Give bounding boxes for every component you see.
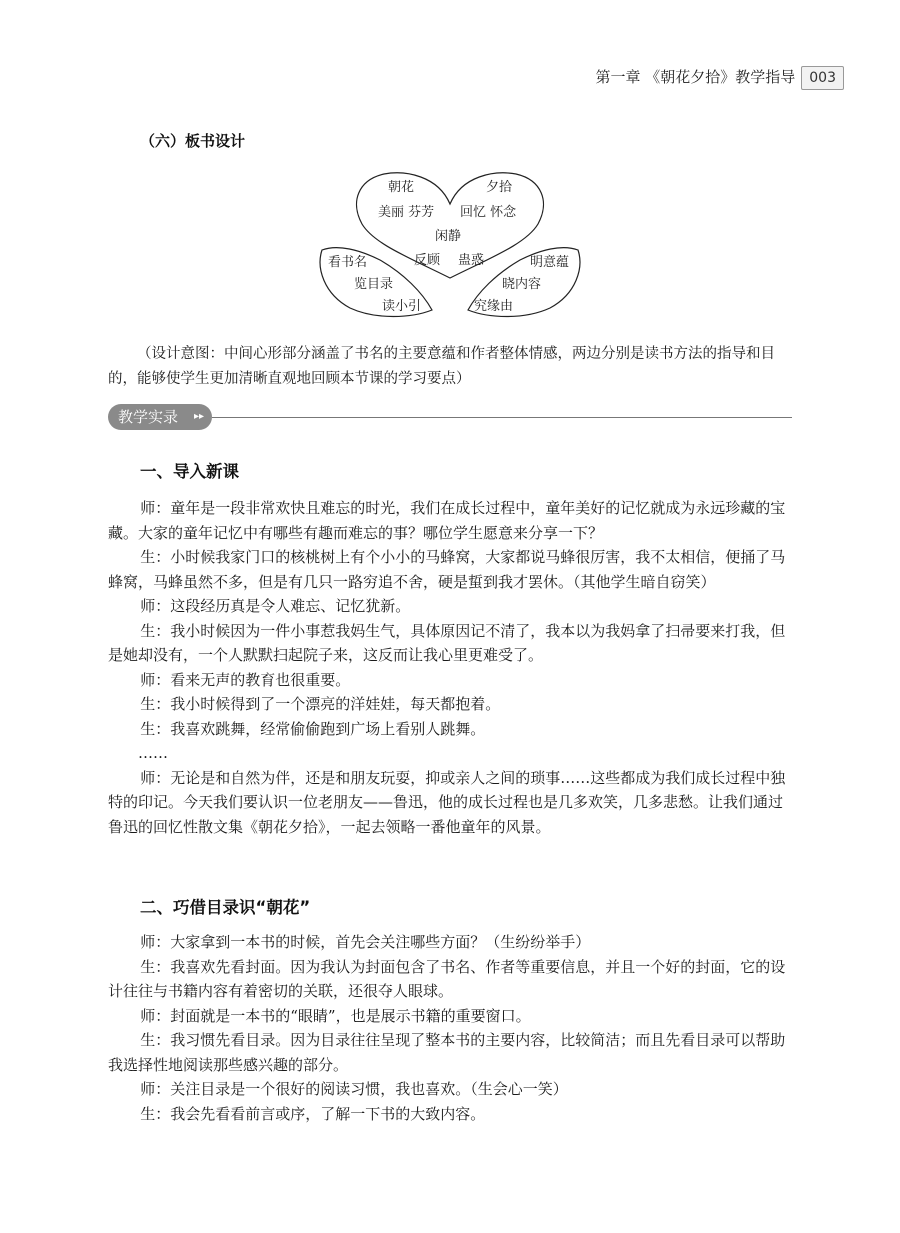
banner-divider <box>212 417 792 418</box>
paragraph: 生：我习惯先看目录。因为目录往往呈现了整本书的主要内容，比较简洁；而且先看目录可以帮助我选择性地阅读那些感兴趣的部分。 <box>108 1031 786 1074</box>
teaching-record-banner <box>108 404 792 432</box>
paragraph: 师：大家拿到一本书的时候，首先会关注哪些方面？（生纷纷举手） <box>140 933 591 951</box>
paragraph: 生：我喜欢跳舞，经常偷偷跑到广场上看别人跳舞。 <box>140 719 486 738</box>
section1-body <box>108 496 794 839</box>
heart-line2-left: 美丽 芬芳 <box>378 205 435 220</box>
board-design-diagram <box>310 168 590 320</box>
banner-label: 教学实录 <box>118 408 179 426</box>
right-leaf-item: 晓内容 <box>502 277 542 292</box>
ellipsis: …… <box>138 744 168 762</box>
paragraph: 生：我小时候因为一件小事惹我妈生气，具体原因记不清了，我本以为我妈拿了扫帚要来打我，但是她却没有，一个人默默扫起院子来，这反而让我心里更难受了。 <box>108 621 786 664</box>
design-intent-text: （设计意图：中间心形部分涵盖了书名的主要意蕴和作者整体情感，两边分别是读书方法的指导和目的，能够使学生更加清晰直观地回顾本节课的学习要点） <box>108 346 775 387</box>
paragraph: 生：我喜欢先看封面。因为我认为封面包含了书名、作者等重要信息，并且一个好的封面，它的设计往往与书籍内容有着密切的关联，还很夺人眼球。 <box>108 957 786 1000</box>
paragraph: 师：封面就是一本书的“眼睛”，也是展示书籍的重要窗口。 <box>140 1006 531 1025</box>
section2-title: 二、巧借目录识“朝花” <box>140 898 311 917</box>
page-header <box>595 60 844 92</box>
heart-line4-left: 反顾 <box>414 253 441 268</box>
section1-title: 一、导入新课 <box>140 462 239 481</box>
board-design-heading: （六）板书设计 <box>140 132 246 150</box>
paragraph: 生：我会先看看前言或序，了解一下书的大致内容。 <box>140 1104 486 1123</box>
right-leaf-item: 明意蕴 <box>530 255 570 270</box>
paragraph: 师：童年是一段非常欢快且难忘的时光，我们在成长过程中，童年美好的记忆就成为永远珍藏的宝藏。大家的童年记忆中有哪些有趣而难忘的事？哪位学生愿意来分享一下？ <box>108 499 786 542</box>
heart-line4-right: 蛊惑 <box>458 253 485 268</box>
left-leaf-item: 看书名 <box>328 255 368 270</box>
paragraph: 师：关注目录是一个很好的阅读习惯，我也喜欢。（生会心一笑） <box>140 1080 568 1098</box>
heart-line3: 闲静 <box>435 229 462 244</box>
paragraph: 师：这段经历真是令人难忘、记忆犹新。 <box>140 597 411 615</box>
paragraph: 师：看来无声的教育也很重要。 <box>140 670 351 689</box>
left-leaf-item: 览目录 <box>354 277 394 292</box>
paragraph: 生：我小时候得到了一个漂亮的洋娃娃，每天都抱着。 <box>140 695 501 713</box>
paragraph: 生：小时候我家门口的核桃树上有个小小的马蜂窝，大家都说马蜂很厉害，我不太相信，便捅了马蜂窝，马蜂虽然不多，但是有几只一路穷追不舍，硬是蜇到我才罢休。（其他学生暗自窃笑） <box>108 548 786 591</box>
section2-body <box>108 930 794 1126</box>
paragraph: 师：无论是和自然为伴，还是和朋友玩耍，抑或亲人之间的琐事……这些都成为我们成长过程中独特的印记。今天我们要认识一位老朋友——鲁迅，他的成长过程也是几多欢笑，几多悲愁。让我们通过鲁迅的回忆性散文集《朝花夕拾》，一起去领略一番他童年的风景。 <box>108 768 786 836</box>
page-number: 003 <box>801 66 844 90</box>
chapter-title: 第一章 《朝花夕拾》教学指导 <box>595 67 796 86</box>
heart-line2-right: 回忆 怀念 <box>460 205 517 220</box>
heart-top-right: 夕拾 <box>486 180 513 195</box>
page-number-box <box>801 67 844 86</box>
double-arrow-icon: ▸▸ <box>194 411 205 422</box>
right-leaf-item: 究缘由 <box>474 299 514 314</box>
heart-top-left: 朝花 <box>388 180 415 195</box>
left-leaf-item: 读小引 <box>382 299 422 314</box>
design-intent <box>108 342 792 392</box>
